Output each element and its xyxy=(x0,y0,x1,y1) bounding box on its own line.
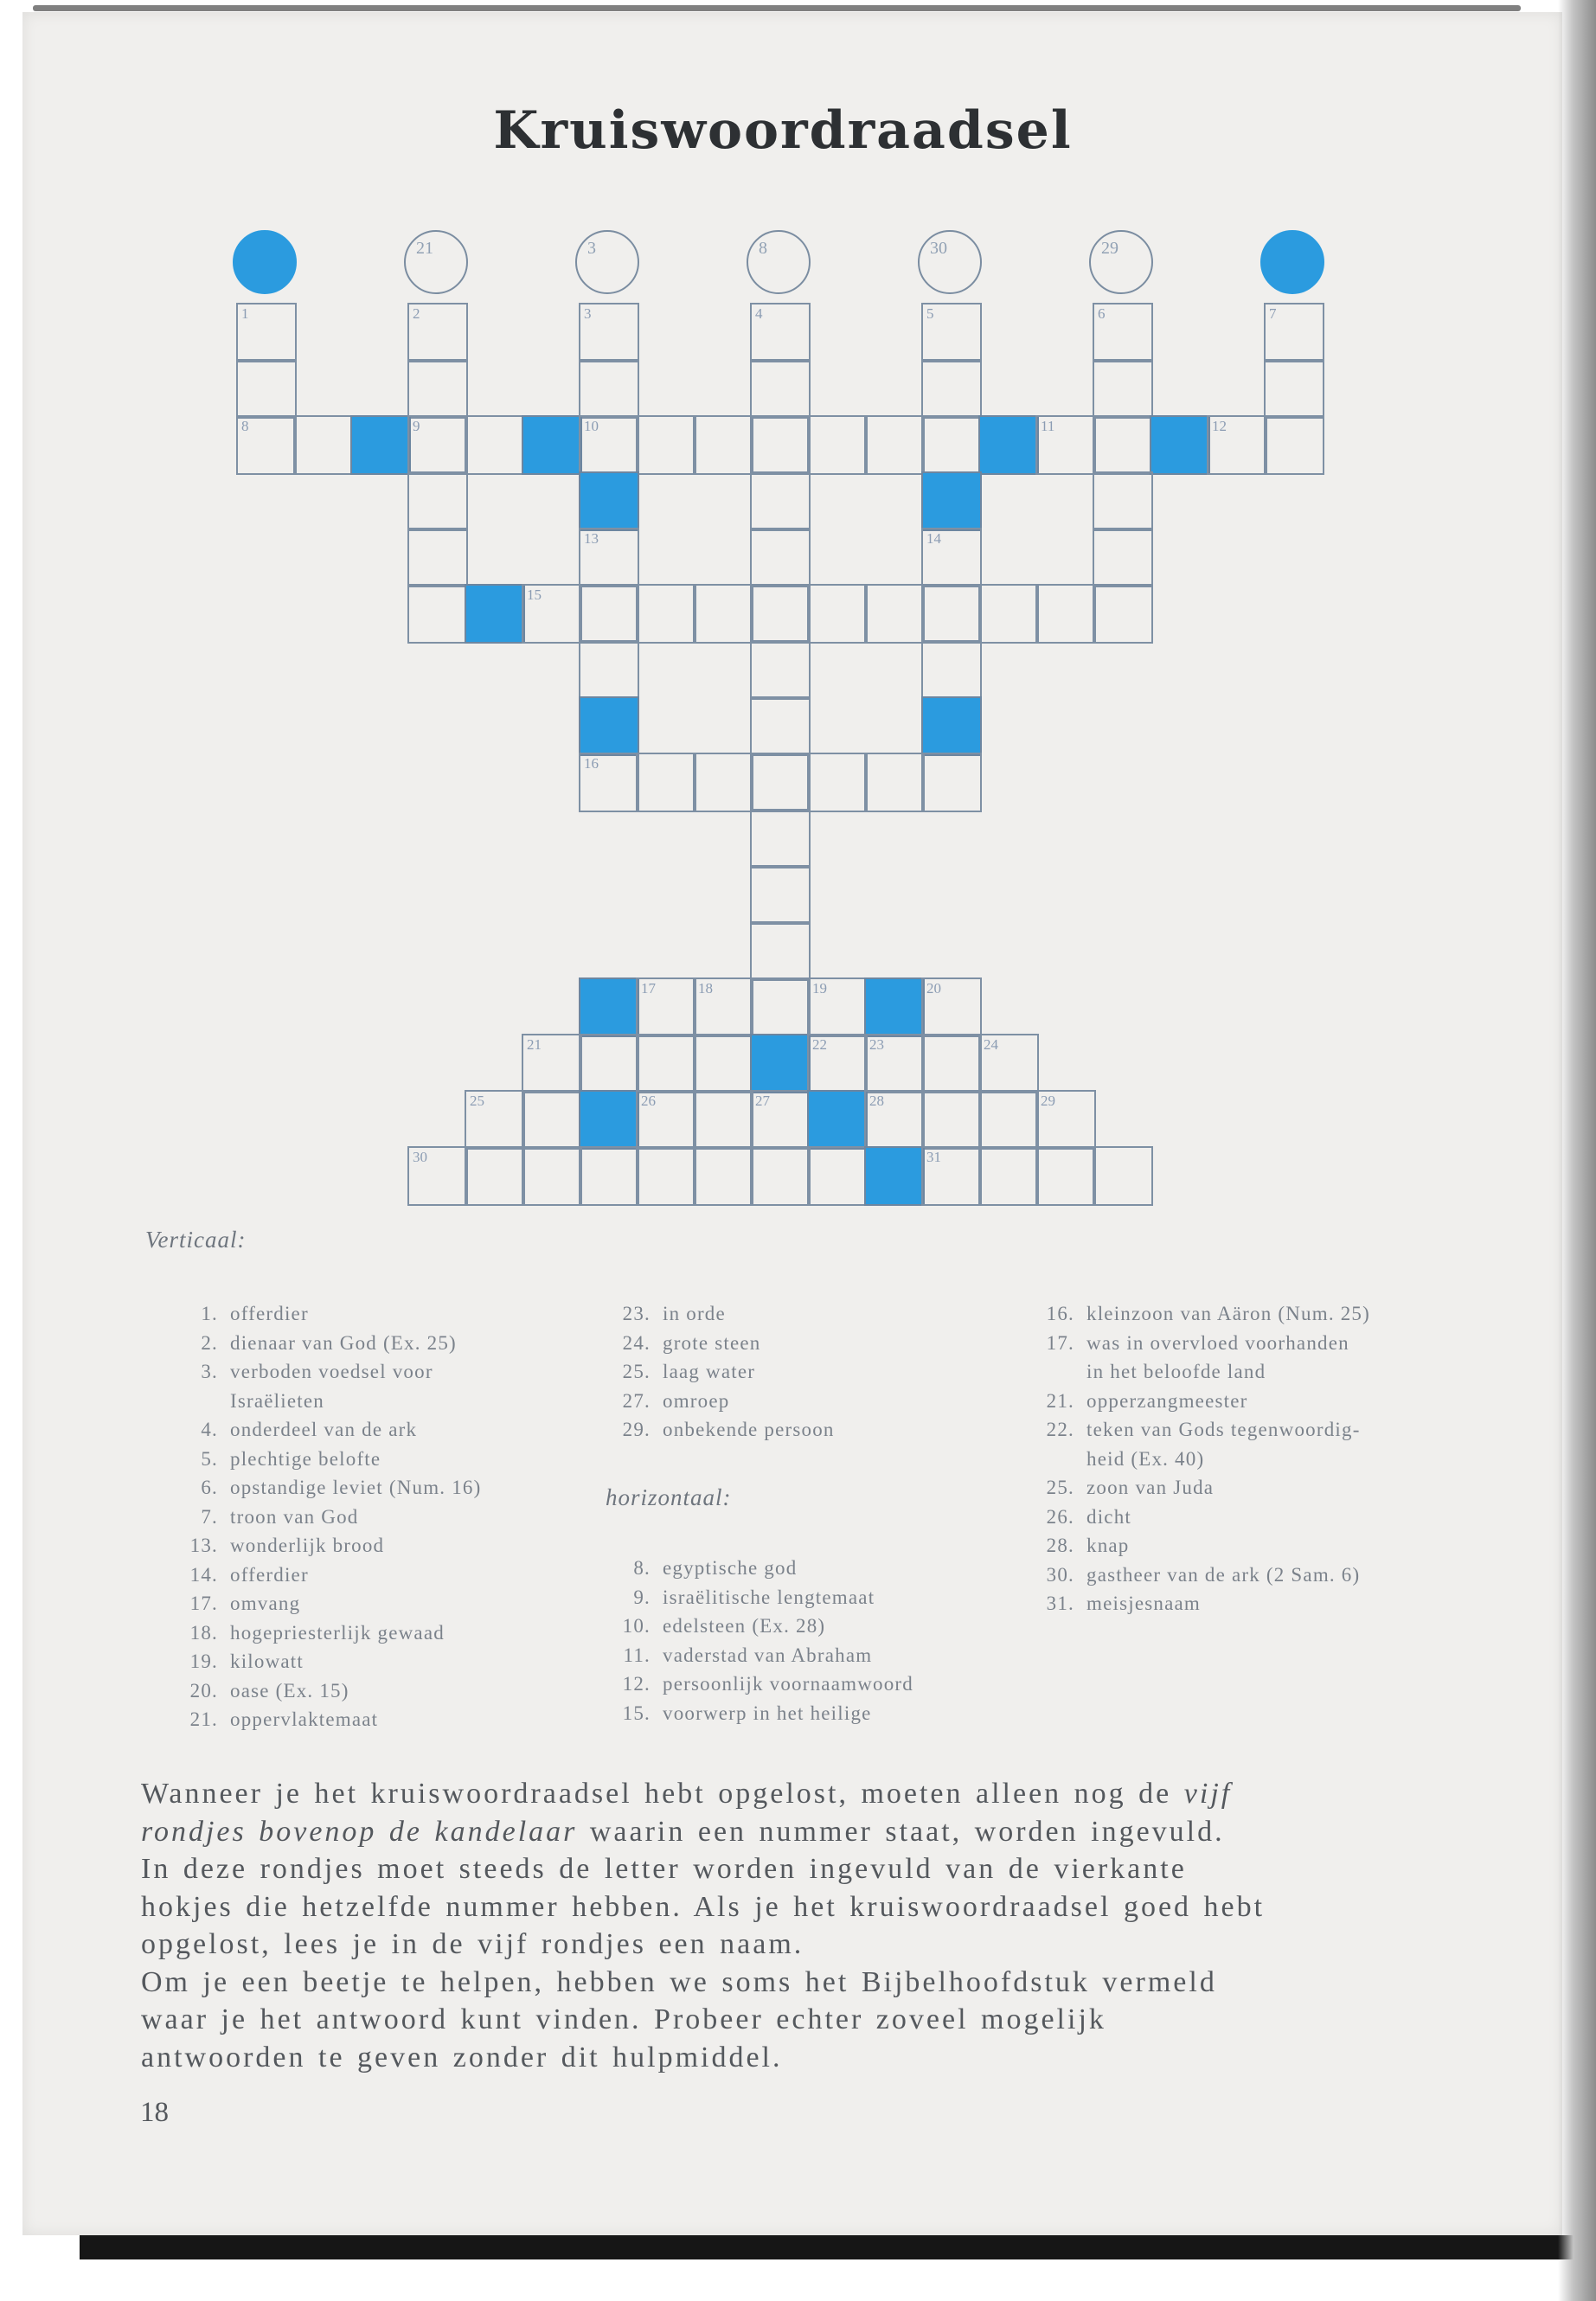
horizontal-clues-column xyxy=(606,1554,913,1727)
scan-edge-right xyxy=(1558,0,1596,2301)
cell-number: 15 xyxy=(527,586,542,603)
text-segment: hokjes die hetzelfde nummer hebben. Als je het kruiswoordraadsel goed hebt xyxy=(141,1890,1266,1923)
grid-cell[interactable] xyxy=(579,1146,639,1206)
cell-number: 21 xyxy=(527,1036,542,1053)
clue-text: kilowatt xyxy=(230,1650,304,1672)
clue-number xyxy=(1029,1445,1074,1474)
cell-number: 26 xyxy=(641,1093,656,1109)
grid-cell[interactable] xyxy=(1264,415,1324,475)
blocked-cell xyxy=(1150,415,1210,475)
grid-cell[interactable] xyxy=(579,415,639,475)
grid-cell[interactable] xyxy=(1035,415,1096,475)
cell-number: 9 xyxy=(413,418,420,434)
clue-number: 22. xyxy=(1046,1419,1074,1440)
clue-text: opperzangmeester xyxy=(1086,1389,1248,1412)
grid-cell[interactable] xyxy=(921,640,982,700)
clue-text: in orde xyxy=(663,1303,726,1324)
scan-edge-bottom xyxy=(80,2235,1596,2259)
grid-cell[interactable] xyxy=(750,1146,811,1206)
grid-cell[interactable] xyxy=(1264,359,1324,419)
clue-text: grote steen xyxy=(663,1331,761,1354)
cell-number: 23 xyxy=(869,1036,884,1053)
clue-number: 21. xyxy=(1046,1389,1074,1412)
clue-number: 7. xyxy=(201,1505,218,1528)
paragraph-line xyxy=(141,1850,1525,1888)
text-segment: In deze rondjes moet steeds de letter worden ingevuld van de vierkante xyxy=(141,1853,1187,1885)
clue-item xyxy=(1029,1589,1370,1618)
cell-number: 25 xyxy=(470,1093,484,1109)
cell-number: 29 xyxy=(1041,1093,1055,1109)
grid-cell[interactable] xyxy=(636,1090,696,1150)
text-segment: Om je een beetje te helpen, hebben we soms het Bijbelhoofdstuk vermeld xyxy=(141,1965,1217,1998)
horizontal-clues-label: horizontaal: xyxy=(606,1484,732,1510)
grid-cell[interactable] xyxy=(921,584,982,644)
grid-cell[interactable] xyxy=(807,977,868,1037)
vertical-clues-column-2 xyxy=(606,1299,835,1445)
clue-text: offerdier xyxy=(230,1563,309,1586)
clue-text: laag water xyxy=(663,1361,756,1382)
clue-text: onderdeel van de ark xyxy=(230,1419,418,1440)
clue-item xyxy=(173,1329,481,1358)
grid-cell[interactable] xyxy=(921,415,982,475)
clue-item xyxy=(606,1299,835,1329)
clue-item xyxy=(173,1531,481,1561)
cell-number: 16 xyxy=(584,755,599,772)
grid-cell[interactable] xyxy=(1093,359,1153,419)
grid-cell[interactable] xyxy=(807,1146,868,1206)
candle-circle-answer[interactable] xyxy=(918,230,982,294)
clue-number: 15. xyxy=(622,1702,651,1724)
instructions-paragraph xyxy=(141,1775,1525,2076)
circle-number: 21 xyxy=(416,239,433,258)
blocked-cell xyxy=(921,471,982,531)
cell-number: 3 xyxy=(584,305,592,322)
cell-number: 14 xyxy=(926,530,941,547)
clue-number: 3. xyxy=(201,1361,218,1382)
cell-number: 13 xyxy=(584,530,599,547)
grid-cell[interactable] xyxy=(522,1034,582,1093)
clue-text: offerdier xyxy=(230,1303,309,1324)
grid-cell[interactable] xyxy=(693,1090,753,1150)
grid-cell[interactable] xyxy=(465,415,525,475)
clue-number: 20. xyxy=(189,1679,218,1702)
grid-cell[interactable] xyxy=(407,359,468,419)
clue-text: wonderlijk brood xyxy=(230,1535,385,1556)
clue-text: was in overvloed voorhanden xyxy=(1086,1331,1349,1354)
clue-number: 2. xyxy=(201,1331,218,1354)
grid-cell[interactable] xyxy=(579,359,639,419)
clue-number: 18. xyxy=(189,1621,218,1644)
clue-item xyxy=(606,1329,835,1358)
clue-number: 25. xyxy=(622,1361,651,1382)
grid-cell[interactable] xyxy=(807,1034,868,1093)
candle-circle-answer[interactable] xyxy=(1089,230,1153,294)
grid-cell[interactable] xyxy=(750,415,811,475)
blocked-cell xyxy=(978,415,1039,475)
cell-number: 28 xyxy=(869,1093,884,1109)
grid-cell[interactable] xyxy=(636,753,696,812)
candle-circle-solid xyxy=(1260,230,1324,294)
grid-cell[interactable] xyxy=(407,528,468,587)
cell-number: 22 xyxy=(812,1036,827,1053)
paragraph-line xyxy=(141,2039,1525,2077)
text-segment: Wanneer je het kruiswoordraadsel hebt opgelost, moeten alleen nog de xyxy=(141,1778,1184,1810)
cell-number: 11 xyxy=(1041,418,1055,434)
clue-number: 16. xyxy=(1046,1303,1074,1324)
clue-number: 17. xyxy=(189,1593,218,1614)
clue-item xyxy=(1029,1329,1370,1358)
vertical-clues-column-1 xyxy=(173,1299,481,1734)
cell-number: 4 xyxy=(755,305,763,322)
paragraph-line xyxy=(141,1926,1525,1964)
clue-item xyxy=(1029,1561,1370,1590)
grid-cell[interactable] xyxy=(236,359,297,419)
grid-cell[interactable] xyxy=(579,528,639,587)
grid-cell[interactable] xyxy=(579,1034,639,1093)
clue-text: zoon van Juda xyxy=(1086,1477,1215,1498)
clue-number: 12. xyxy=(622,1673,651,1695)
cell-number: 18 xyxy=(698,980,713,997)
grid-cell[interactable] xyxy=(750,528,811,587)
grid-cell[interactable] xyxy=(407,415,468,475)
clue-text: omroep xyxy=(663,1389,730,1412)
grid-cell[interactable] xyxy=(1093,471,1153,531)
grid-cell[interactable] xyxy=(579,584,639,644)
grid-cell[interactable] xyxy=(236,415,297,475)
blocked-cell xyxy=(579,471,639,531)
grid-cell[interactable] xyxy=(1093,415,1153,475)
grid-cell[interactable] xyxy=(1207,415,1267,475)
grid-cell[interactable] xyxy=(1035,1146,1096,1206)
clue-number: 6. xyxy=(201,1477,218,1498)
cell-number: 20 xyxy=(926,980,941,997)
grid-cell[interactable] xyxy=(693,977,753,1037)
grid-cell[interactable] xyxy=(693,584,753,644)
paragraph-line xyxy=(141,1813,1525,1851)
clue-text: knap xyxy=(1086,1535,1130,1556)
clue-item xyxy=(606,1554,913,1583)
clue-item xyxy=(1029,1473,1370,1503)
clue-number: 14. xyxy=(189,1563,218,1586)
grid-cell[interactable] xyxy=(579,303,639,362)
grid-cell[interactable] xyxy=(978,584,1039,644)
paragraph-line xyxy=(141,1888,1525,1926)
clue-item xyxy=(173,1387,481,1416)
blocked-cell xyxy=(579,1090,639,1150)
grid-cell[interactable] xyxy=(522,1090,582,1150)
clue-number: 21. xyxy=(189,1708,218,1730)
clue-number: 25. xyxy=(1046,1477,1074,1498)
cell-number: 17 xyxy=(641,980,656,997)
clue-text: verboden voedsel voor xyxy=(230,1361,433,1382)
cell-number: 7 xyxy=(1269,305,1277,322)
grid-cell[interactable] xyxy=(750,977,811,1037)
clue-text: heid (Ex. 40) xyxy=(1086,1447,1205,1470)
clue-number xyxy=(173,1387,218,1416)
grid-cell[interactable] xyxy=(1093,528,1153,587)
cell-number: 8 xyxy=(241,418,249,434)
clue-item xyxy=(173,1357,481,1387)
clue-item xyxy=(606,1357,835,1387)
clue-item xyxy=(1029,1531,1370,1561)
clue-number: 24. xyxy=(622,1331,651,1354)
clue-text: teken van Gods tegenwoordig- xyxy=(1086,1419,1361,1440)
clue-item xyxy=(1029,1445,1370,1474)
grid-cell[interactable] xyxy=(807,584,868,644)
grid-cell[interactable] xyxy=(636,584,696,644)
clue-number: 28. xyxy=(1046,1535,1074,1556)
candle-circle-answer[interactable] xyxy=(747,230,811,294)
clue-number: 31. xyxy=(1046,1593,1074,1614)
grid-cell[interactable] xyxy=(750,753,811,812)
clue-item xyxy=(606,1699,913,1728)
grid-cell[interactable] xyxy=(407,303,468,362)
grid-cell[interactable] xyxy=(921,1090,982,1150)
grid-cell[interactable] xyxy=(750,303,811,362)
clue-number: 4. xyxy=(201,1419,218,1440)
grid-cell[interactable] xyxy=(921,528,982,587)
page-number: 18 xyxy=(140,2097,169,2128)
candle-circle-answer[interactable] xyxy=(404,230,468,294)
clue-item xyxy=(606,1670,913,1699)
grid-cell[interactable] xyxy=(636,1034,696,1093)
grid-cell[interactable] xyxy=(693,1034,753,1093)
grid-cell[interactable] xyxy=(750,921,811,981)
blocked-cell xyxy=(921,696,982,756)
candle-circle-solid xyxy=(233,230,297,294)
clue-item xyxy=(606,1612,913,1641)
paragraph-line xyxy=(141,1964,1525,2002)
cell-number: 27 xyxy=(755,1093,770,1109)
grid-cell[interactable] xyxy=(750,471,811,531)
cell-number: 6 xyxy=(1098,305,1106,322)
paragraph-line xyxy=(141,1775,1525,1813)
grid-cell[interactable] xyxy=(579,640,639,700)
clue-item xyxy=(606,1641,913,1670)
italic-text-segment: rondjes bovenop de kandelaar xyxy=(141,1815,578,1848)
grid-cell[interactable] xyxy=(864,753,925,812)
clue-text: oppervlaktemaat xyxy=(230,1708,379,1730)
vertical-clues-label: Verticaal: xyxy=(145,1227,247,1253)
clue-item xyxy=(173,1445,481,1474)
grid-cell[interactable] xyxy=(1093,584,1153,644)
clue-text: dicht xyxy=(1086,1505,1131,1528)
grid-cell[interactable] xyxy=(636,977,696,1037)
clue-text: kleinzoon van Aäron (Num. 25) xyxy=(1086,1303,1370,1324)
page-title: Kruiswoordraadsel xyxy=(493,100,1073,161)
grid-cell[interactable] xyxy=(978,1034,1039,1093)
grid-cell[interactable] xyxy=(921,359,982,419)
grid-cell[interactable] xyxy=(1035,584,1096,644)
clue-item xyxy=(173,1705,481,1734)
grid-cell[interactable] xyxy=(750,584,811,644)
cell-number: 30 xyxy=(413,1149,427,1165)
grid-cell[interactable] xyxy=(636,1146,696,1206)
italic-text-segment: vijf xyxy=(1183,1778,1233,1810)
clue-item xyxy=(173,1415,481,1445)
grid-cell[interactable] xyxy=(1035,1090,1096,1150)
clue-text: meisjesnaam xyxy=(1086,1593,1201,1614)
scan-edge-top xyxy=(33,5,1521,11)
grid-cell[interactable] xyxy=(465,1146,525,1206)
circle-number: 30 xyxy=(930,239,947,258)
grid-cell[interactable] xyxy=(921,977,982,1037)
clue-text: opstandige leviet (Num. 16) xyxy=(230,1477,482,1498)
text-segment: opgelost, lees je in de vijf rondjes een naam. xyxy=(141,1928,804,1960)
grid-cell[interactable] xyxy=(978,1146,1039,1206)
grid-cell[interactable] xyxy=(693,415,753,475)
text-segment: waar je het antwoord kunt vinden. Probeer echter zoveel mogelijk xyxy=(141,2003,1106,2035)
blocked-cell xyxy=(350,415,411,475)
grid-cell[interactable] xyxy=(407,584,468,644)
clue-text: omvang xyxy=(230,1593,301,1614)
blocked-cell xyxy=(465,584,525,644)
clue-item xyxy=(173,1473,481,1503)
clue-text: oase (Ex. 15) xyxy=(230,1679,349,1702)
blocked-cell xyxy=(750,1034,811,1093)
grid-cell[interactable] xyxy=(978,1090,1039,1150)
text-segment: waarin een nummer staat, worden ingevuld. xyxy=(577,1815,1225,1848)
grid-cell[interactable] xyxy=(750,640,811,700)
clue-text: dienaar van God (Ex. 25) xyxy=(230,1331,457,1354)
grid-cell[interactable] xyxy=(693,753,753,812)
grid-cell[interactable] xyxy=(1093,1146,1153,1206)
clue-number: 17. xyxy=(1046,1331,1074,1354)
grid-cell[interactable] xyxy=(522,1146,582,1206)
clue-number: 8. xyxy=(633,1557,651,1579)
cell-number: 1 xyxy=(241,305,249,322)
clue-item xyxy=(173,1676,481,1706)
clue-text: gastheer van de ark (2 Sam. 6) xyxy=(1086,1563,1361,1586)
grid-cell[interactable] xyxy=(293,415,354,475)
clue-number: 5. xyxy=(201,1447,218,1470)
paragraph-line xyxy=(141,2001,1525,2039)
clue-item xyxy=(173,1647,481,1676)
clue-item xyxy=(173,1299,481,1329)
clue-text: onbekende persoon xyxy=(663,1419,835,1440)
blocked-cell xyxy=(807,1090,868,1150)
grid-cell[interactable] xyxy=(579,753,639,812)
clue-item xyxy=(173,1589,481,1618)
grid-cell[interactable] xyxy=(1264,303,1324,362)
cell-number: 10 xyxy=(584,418,599,434)
cell-number: 2 xyxy=(413,305,420,322)
grid-cell[interactable] xyxy=(522,584,582,644)
clue-text: persoonlijk voornaamwoord xyxy=(663,1673,913,1695)
circle-number: 29 xyxy=(1101,239,1118,258)
clue-number: 1. xyxy=(201,1303,218,1324)
grid-cell[interactable] xyxy=(864,415,925,475)
clue-item xyxy=(173,1561,481,1590)
grid-cell[interactable] xyxy=(864,584,925,644)
clue-item xyxy=(1029,1299,1370,1329)
clue-text: israëlitische lengtemaat xyxy=(663,1586,875,1608)
clue-text: vaderstad van Abraham xyxy=(663,1644,873,1666)
clue-number: 30. xyxy=(1046,1563,1074,1586)
clue-number: 9. xyxy=(633,1586,651,1608)
grid-cell[interactable] xyxy=(750,1090,811,1150)
grid-cell[interactable] xyxy=(750,809,811,868)
grid-cell[interactable] xyxy=(807,415,868,475)
clue-number xyxy=(1029,1357,1074,1387)
grid-cell[interactable] xyxy=(921,753,982,812)
blocked-cell xyxy=(579,977,639,1037)
clue-item xyxy=(1029,1415,1370,1445)
clue-number: 11. xyxy=(623,1644,651,1666)
clue-number: 29. xyxy=(622,1419,651,1440)
clue-text: egyptische god xyxy=(663,1557,798,1579)
clue-item xyxy=(1029,1357,1370,1387)
grid-cell[interactable] xyxy=(1093,303,1153,362)
clue-item xyxy=(1029,1503,1370,1532)
grid-cell[interactable] xyxy=(750,696,811,756)
clue-text: Israëlieten xyxy=(230,1389,324,1412)
grid-cell[interactable] xyxy=(921,1034,982,1093)
vertical-clues-column-3 xyxy=(1029,1299,1370,1618)
blocked-cell xyxy=(864,1146,925,1206)
clue-text: plechtige belofte xyxy=(230,1447,381,1470)
circle-number: 8 xyxy=(759,239,767,258)
clue-number: 13. xyxy=(189,1535,218,1556)
blocked-cell xyxy=(522,415,582,475)
cell-number: 19 xyxy=(812,980,827,997)
cell-number: 5 xyxy=(926,305,934,322)
blocked-cell xyxy=(864,977,925,1037)
cell-number: 31 xyxy=(926,1149,941,1165)
grid-cell[interactable] xyxy=(864,1034,925,1093)
grid-cell[interactable] xyxy=(750,359,811,419)
grid-cell[interactable] xyxy=(636,415,696,475)
grid-cell[interactable] xyxy=(236,303,297,362)
clue-text: voorwerp in het heilige xyxy=(663,1702,872,1724)
grid-cell[interactable] xyxy=(465,1090,525,1150)
clue-number: 27. xyxy=(622,1389,651,1412)
clue-item xyxy=(173,1618,481,1648)
text-segment: antwoorden te geven zonder dit hulpmiddel. xyxy=(141,2041,783,2073)
blocked-cell xyxy=(579,696,639,756)
grid-cell[interactable] xyxy=(864,1090,925,1150)
cell-number: 24 xyxy=(984,1036,998,1053)
clue-text: troon van God xyxy=(230,1505,359,1528)
clue-item xyxy=(606,1583,913,1612)
clue-number: 19. xyxy=(189,1650,218,1672)
circle-number: 3 xyxy=(587,239,596,258)
cell-number: 12 xyxy=(1212,418,1227,434)
candle-circle-answer[interactable] xyxy=(575,230,639,294)
grid-cell[interactable] xyxy=(807,753,868,812)
grid-cell[interactable] xyxy=(921,303,982,362)
clue-text: in het beloofde land xyxy=(1086,1361,1266,1382)
clue-number: 23. xyxy=(622,1303,651,1324)
clue-item xyxy=(173,1503,481,1532)
clue-item xyxy=(606,1387,835,1416)
grid-cell[interactable] xyxy=(693,1146,753,1206)
clue-number: 26. xyxy=(1046,1505,1074,1528)
grid-cell[interactable] xyxy=(407,1146,468,1206)
clue-item xyxy=(606,1415,835,1445)
clue-text: hogepriesterlijk gewaad xyxy=(230,1621,445,1644)
grid-cell[interactable] xyxy=(407,471,468,531)
grid-cell[interactable] xyxy=(750,865,811,925)
clue-text: edelsteen (Ex. 28) xyxy=(663,1615,826,1637)
grid-cell[interactable] xyxy=(921,1146,982,1206)
clue-number: 10. xyxy=(622,1615,651,1637)
clue-item xyxy=(1029,1387,1370,1416)
